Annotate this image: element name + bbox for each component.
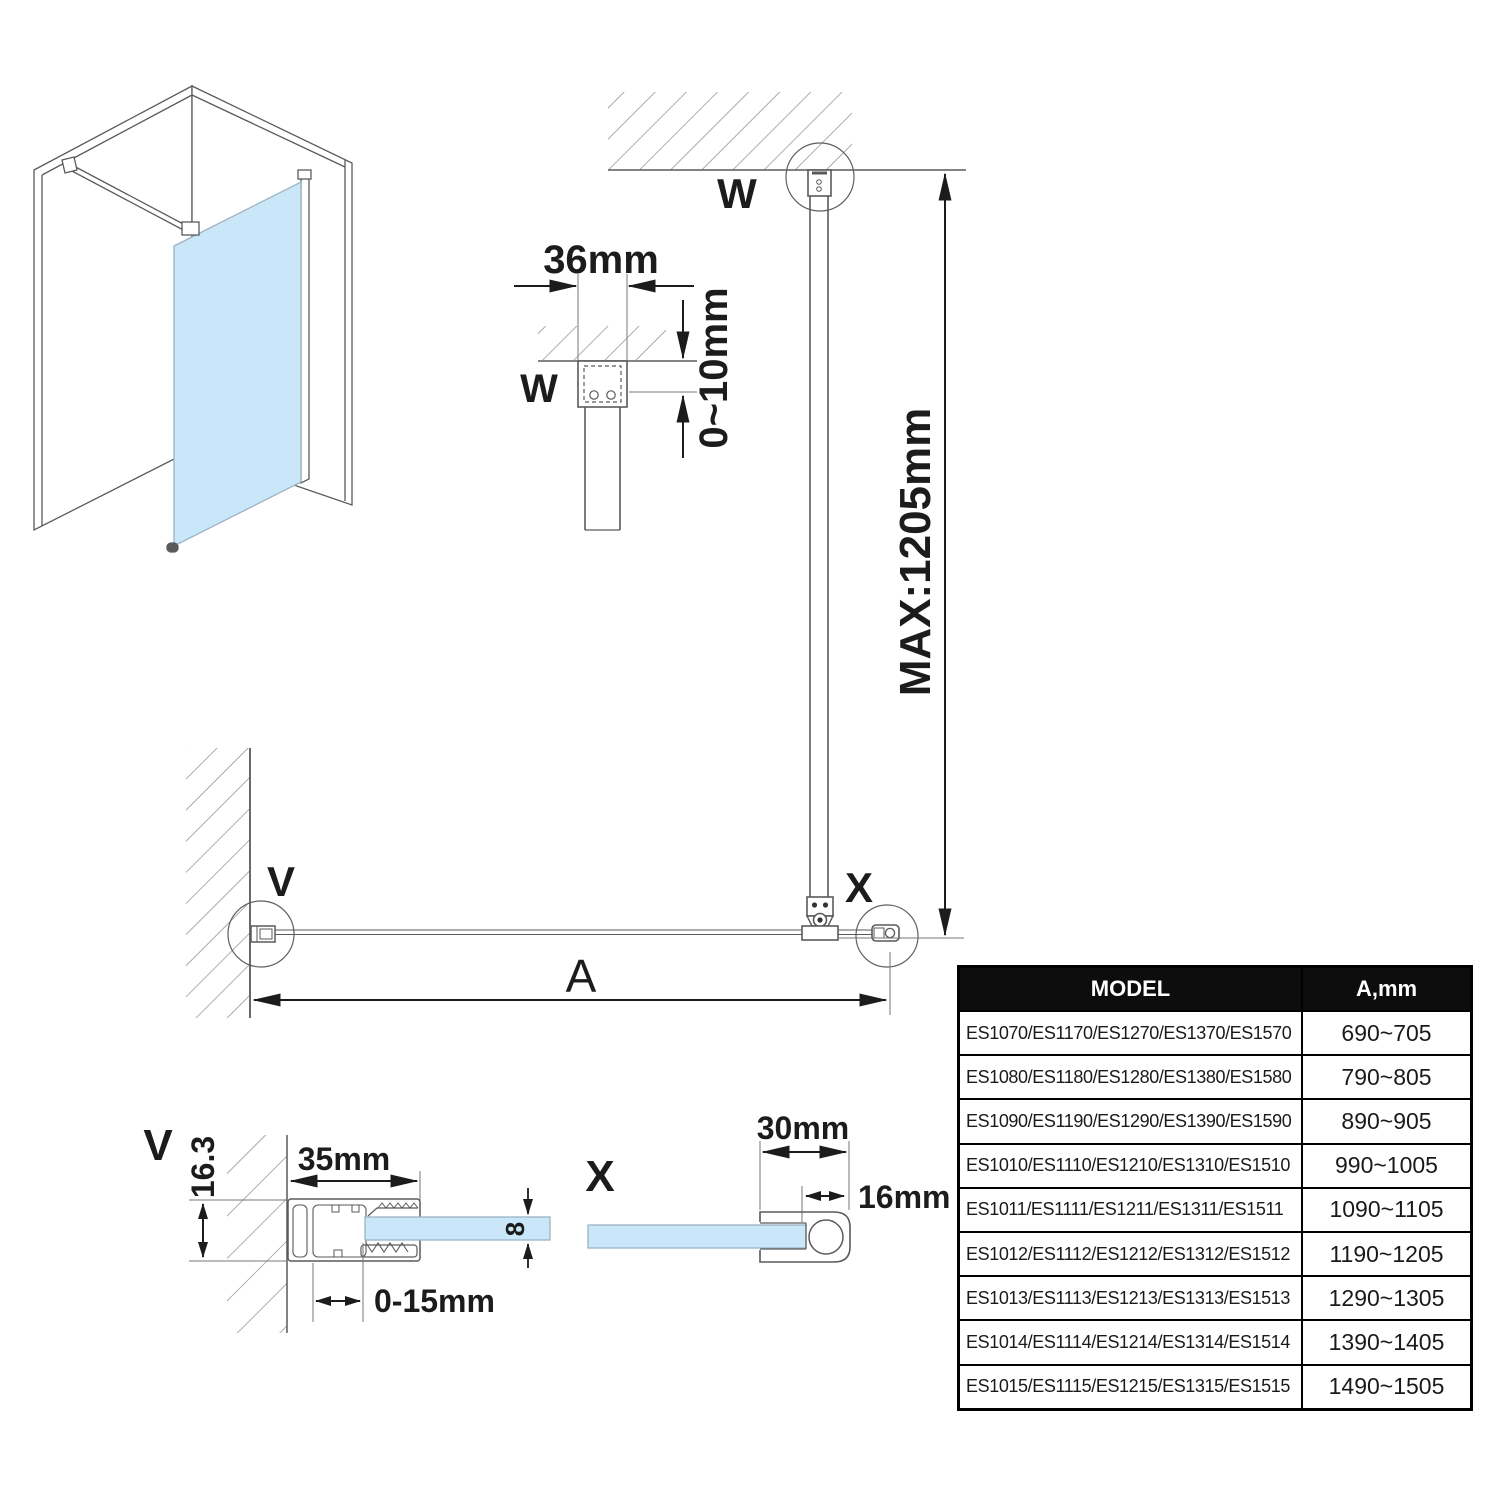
dim-ceiling-gap: 0~10mm <box>692 287 736 449</box>
table-row <box>959 1276 1472 1320</box>
iso-wall-profile <box>301 174 309 483</box>
ceiling-hatch <box>608 92 852 170</box>
dim-bar-16mm: 16mm <box>858 1179 951 1215</box>
iso-glass-panel <box>174 182 301 546</box>
detail-x <box>585 1110 950 1262</box>
a-range-cell: 1090~1105 <box>1302 1188 1472 1232</box>
detail-v-wall-hatch <box>227 1135 287 1333</box>
model-cell: ES1015/ES1115/ES1215/ES1315/ES1515 <box>959 1365 1303 1410</box>
table-row <box>959 1144 1472 1188</box>
model-cell: ES1014/ES1114/ES1214/ES1314/ES1514 <box>959 1320 1303 1364</box>
iso-left-wall <box>34 86 192 530</box>
dim-bracket-width: 36mm <box>543 238 659 282</box>
model-table <box>957 965 1473 1411</box>
iso-floor-foot <box>167 543 178 552</box>
model-cell: ES1013/ES1113/ES1213/ES1313/ES1513 <box>959 1276 1303 1320</box>
table-row <box>959 1011 1472 1055</box>
a-range-cell: 1490~1505 <box>1302 1365 1472 1410</box>
table-row <box>959 1055 1472 1099</box>
plan-label-a: A <box>565 950 597 1002</box>
iso-bar-glass-clamp <box>182 222 199 235</box>
ceiling-bracket <box>808 170 831 196</box>
end-clamp-plan <box>872 925 899 941</box>
model-cell: ES1012/ES1112/ES1212/ES1312/ES1512 <box>959 1232 1303 1276</box>
wall-profile-clamp <box>251 926 275 942</box>
detail-x-glass <box>588 1225 806 1248</box>
model-column-header: MODEL <box>959 967 1303 1012</box>
model-cell: ES1070/ES1170/ES1270/ES1370/ES1570 <box>959 1011 1303 1055</box>
a-range-cell: 790~805 <box>1302 1055 1472 1099</box>
model-cell: ES1090/ES1190/ES1290/ES1390/ES1590 <box>959 1099 1303 1143</box>
model-cell: ES1080/ES1180/ES1280/ES1380/ES1580 <box>959 1055 1303 1099</box>
table-row <box>959 1365 1472 1410</box>
dim-max-height: MAX:1205mm <box>891 407 940 697</box>
a-range-cell: 1290~1305 <box>1302 1276 1472 1320</box>
iso-bar-wall-clamp <box>62 157 77 173</box>
dim-profile-width: 35mm <box>297 1141 391 1177</box>
a-dimension <box>254 950 890 1015</box>
table-row <box>959 1320 1472 1364</box>
plan-label-x: X <box>844 864 874 911</box>
plan-label-w: W <box>717 170 757 217</box>
a-range-cell: 990~1005 <box>1302 1144 1472 1188</box>
detail-w-ceiling-hatch <box>538 326 666 360</box>
detail-v <box>143 1121 550 1333</box>
a-range-cell: 890~905 <box>1302 1099 1472 1143</box>
model-cell: ES1011/ES1111/ES1211/ES1311/ES1511 <box>959 1188 1303 1232</box>
dim-glass-thickness: 8 <box>500 1221 530 1237</box>
max-height-dimension <box>838 174 964 938</box>
table-row <box>959 1188 1472 1232</box>
detail-w-bracket <box>578 361 627 530</box>
detail-w-label: W <box>520 367 558 411</box>
a-column-header: A,mm <box>1302 967 1472 1012</box>
plan-glass-line <box>258 930 874 935</box>
a-range-cell: 690~705 <box>1302 1011 1472 1055</box>
detail-x-label: X <box>585 1152 615 1201</box>
detail-v-label: V <box>143 1121 173 1170</box>
a-range-cell: 1390~1405 <box>1302 1320 1472 1364</box>
dim-profile-depth: 16.3 <box>185 1135 221 1199</box>
a-range-cell: 1190~1205 <box>1302 1232 1472 1276</box>
wall-hatch <box>186 748 250 1018</box>
table-row <box>959 1099 1472 1143</box>
plan-label-v: V <box>266 858 296 905</box>
isometric-view <box>34 86 352 552</box>
model-table-body <box>959 1011 1472 1409</box>
bar-hinge <box>802 897 838 940</box>
plan-support-bar <box>810 196 828 897</box>
detail-w <box>514 238 736 530</box>
dim-clamp-width: 30mm <box>756 1110 850 1146</box>
dim-adjust-range: 0-15mm <box>374 1283 495 1319</box>
model-table-header <box>959 967 1472 1012</box>
model-cell: ES1010/ES1110/ES1210/ES1310/ES1510 <box>959 1144 1303 1188</box>
table-row <box>959 1232 1472 1276</box>
